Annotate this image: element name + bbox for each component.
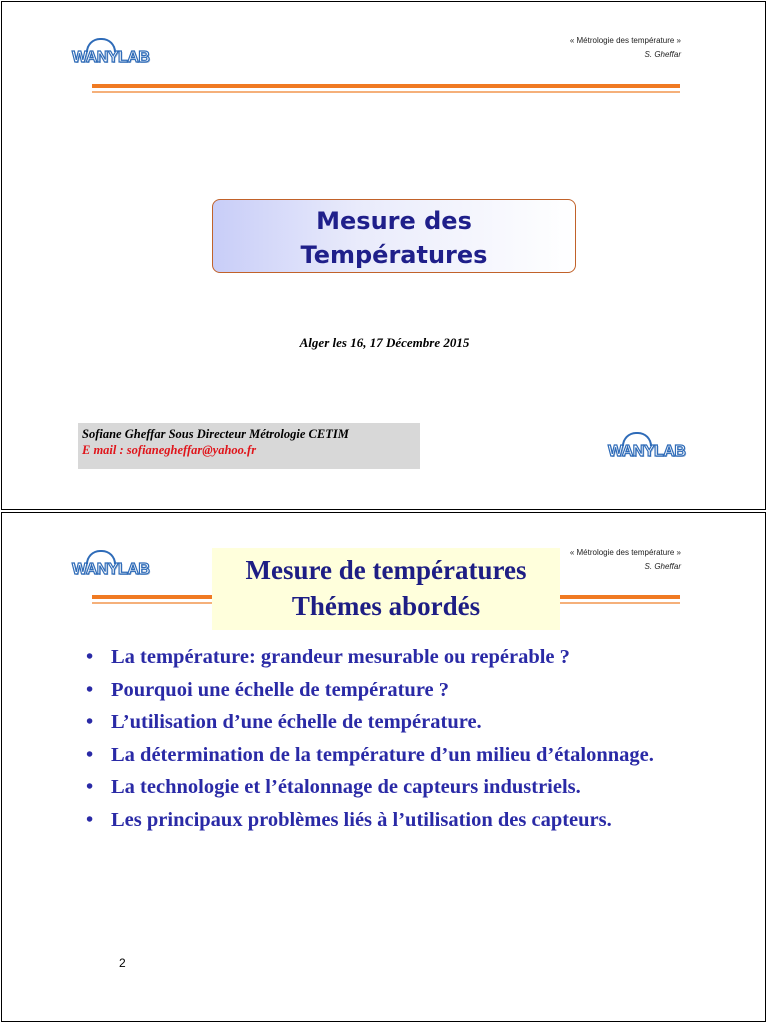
header-subject: « Métrologie des température » xyxy=(569,36,681,45)
slide-2 xyxy=(1,512,766,1022)
list-item: • L’utilisation d’une échelle de température. xyxy=(86,708,736,736)
title-box xyxy=(212,199,576,273)
slide-2-title-line2: Thémes abordés xyxy=(291,591,481,621)
slide-2-title-box xyxy=(212,548,560,630)
logo-text-2: WANYLAB xyxy=(72,561,150,578)
header-meta xyxy=(570,34,681,62)
header-author: S. Gheffar xyxy=(644,50,681,59)
bullet-icon: • xyxy=(86,678,94,701)
list-item: • Les principaux problèmes liés à l’utilisation des capteurs. xyxy=(86,806,736,834)
footer-logo-text: WANYLAB xyxy=(608,443,686,460)
header-author-2: S. Gheffar xyxy=(644,562,681,571)
logo-text: WANYLAB xyxy=(72,49,150,66)
list-item: • Pourquoi une échelle de température ? xyxy=(86,676,736,704)
header-divider-thin xyxy=(92,91,680,93)
bullet-icon: • xyxy=(86,808,94,831)
header-divider xyxy=(92,84,680,88)
bullet-icon: • xyxy=(86,646,94,668)
bullet-icon: • xyxy=(86,743,94,766)
slide-title-line1: Mesure des xyxy=(316,207,472,235)
slide-title-line2: Températures xyxy=(300,241,488,269)
wanylab-logo xyxy=(70,47,151,69)
topics-list xyxy=(86,643,736,838)
presenter-name: Sofiane Gheffar Sous Directeur Métrologie CETIM xyxy=(82,427,349,441)
footer-wanylab-logo xyxy=(606,441,687,463)
slide-1 xyxy=(1,1,766,510)
list-item: • La détermination de la température d’un milieu d’étalonnage. xyxy=(86,741,736,769)
event-date: Alger les 16, 17 Décembre 2015 xyxy=(299,335,470,350)
bullet-icon: • xyxy=(86,776,94,798)
list-item: • La température: grandeur mesurable ou repérable ? xyxy=(86,643,736,671)
slide-2-title-line1: Mesure de températures xyxy=(245,555,527,585)
presenter-box xyxy=(78,423,420,469)
page-number: 2 xyxy=(119,956,126,970)
header-meta-2 xyxy=(570,546,681,574)
presenter-email: E mail : sofianegheffar@yahoo.fr xyxy=(82,443,257,457)
header-subject-2: « Métrologie des température » xyxy=(569,548,681,557)
bullet-icon: • xyxy=(86,711,94,733)
wanylab-logo-2 xyxy=(70,559,151,581)
list-item: • La technologie et l’étalonnage de capteurs industriels. xyxy=(86,773,736,801)
